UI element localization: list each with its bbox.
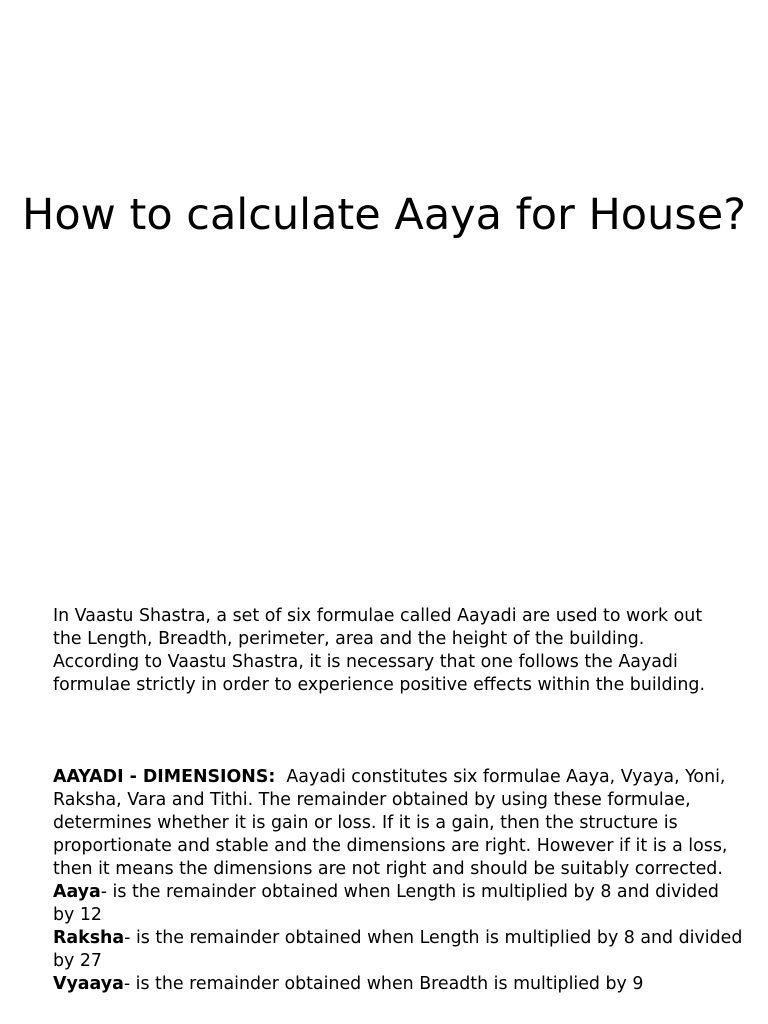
- definition-term: Vyaaya: [53, 974, 124, 994]
- definition-aaya: [53, 881, 743, 927]
- definition-vyaaya: [53, 973, 743, 996]
- page-title: How to calculate Aaya for House?: [21, 190, 747, 240]
- definition-raksha: [53, 927, 743, 973]
- dimensions-paragraph: [53, 766, 743, 881]
- definition-text: - is the remainder obtained when Breadth is multiplied by 9: [123, 974, 644, 994]
- definition-term: Raksha: [53, 928, 125, 948]
- dimensions-section: [53, 766, 743, 996]
- definition-term: Aaya: [53, 882, 101, 902]
- definition-text: - is the remainder obtained when Length is multiplied by 8 and divided by 12: [53, 882, 719, 925]
- definition-text: - is the remainder obtained when Length is multiplied by 8 and divided by 27: [53, 928, 743, 971]
- intro-paragraph: In Vaastu Shastra, a set of six formulae called Aayadi are used to work out the Length, Breadth, perimeter, area and the height of the building. According to Vaastu Shastra, it is necessary that one follows the Aayadi formulae strictly in order to experience positive effects within the building.: [53, 606, 705, 695]
- dimensions-text: Aayadi constitutes six formulae Aaya, Vyaya, Yoni, Raksha, Vara and Tithi. The remainder obtained by using these formulae, determines whether it is gain or loss. If it is a gain, then the structure is proportionate and stable and the dimensions are right. However if it is a loss, then it means the dimensions are not right and should be suitably corrected.: [53, 767, 728, 879]
- dimensions-heading: AAYADI - DIMENSIONS:: [53, 767, 276, 787]
